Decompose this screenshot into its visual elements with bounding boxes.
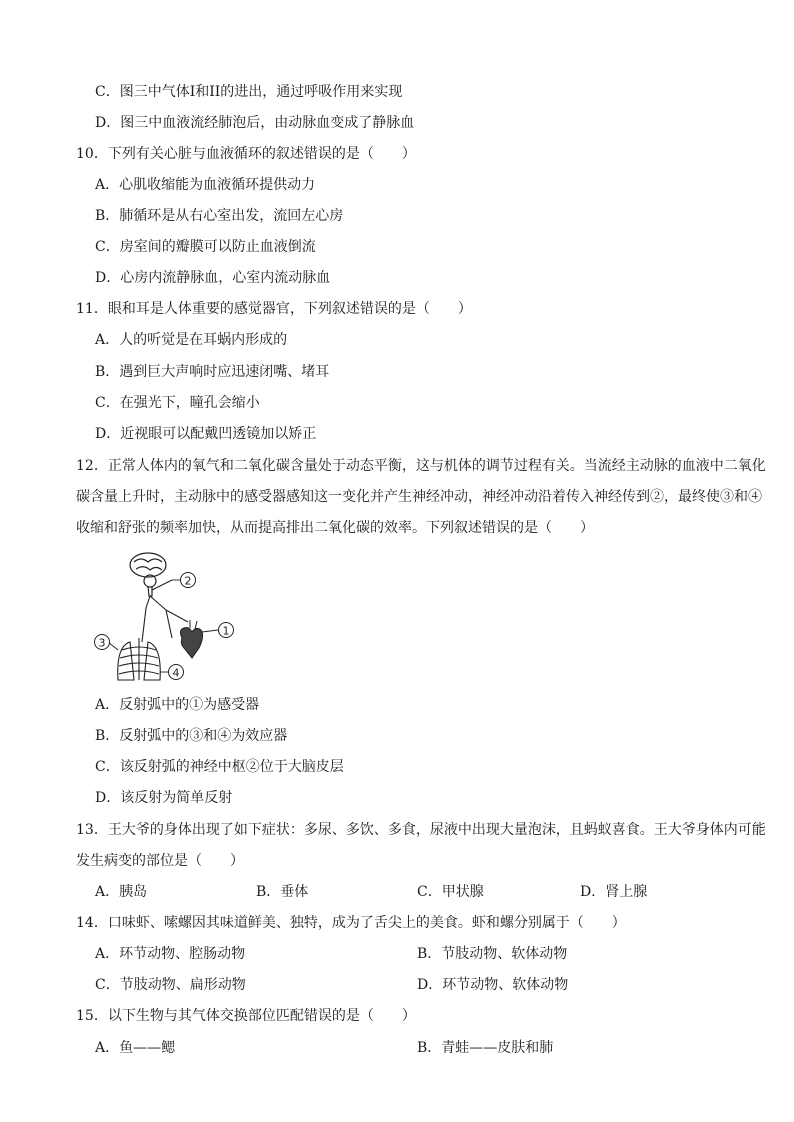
label-3-marker	[95, 635, 110, 650]
q14-option-c: C．节肢动物、扁形动物	[95, 977, 246, 993]
q9-option-d: D．图三中血液流经肺泡后，由动脉血变成了静脉血	[95, 115, 415, 131]
q10-option-a: A．心肌收缩能为血液循环提供动力	[95, 177, 316, 193]
svg-text:2: 2	[184, 574, 192, 588]
q12-option-c: C．该反射弧的神经中枢②位于大脑皮层	[95, 759, 344, 775]
q14-option-a: A．环节动物、腔肠动物	[95, 946, 246, 962]
q10-option-c: C．房室间的瓣膜可以防止血液倒流	[95, 239, 316, 255]
svg-text:4: 4	[172, 666, 180, 680]
reflex-arc-figure	[86, 550, 246, 685]
svg-text:3: 3	[98, 636, 106, 650]
lungs-ribcage-icon	[118, 638, 161, 680]
q13-option-d: D．肾上腺	[580, 884, 648, 900]
label-4-marker	[169, 665, 184, 680]
q13-option-b: B．垂体	[256, 884, 309, 900]
q14-option-d: D．环节动物、软体动物	[417, 977, 569, 993]
brain-icon	[130, 553, 166, 596]
question-15-stem: 15．以下生物与其气体交换部位匹配错误的是（ ）	[76, 1008, 416, 1024]
q11-option-a: A．人的听觉是在耳蜗内形成的	[95, 332, 288, 348]
q13-option-c: C．甲状腺	[417, 884, 484, 900]
label-2-marker	[181, 573, 196, 588]
q12-option-a: A．反射弧中的①为感受器	[95, 697, 260, 713]
svg-text:1: 1	[222, 624, 230, 638]
q10-option-d: D．心房内流静脉血，心室内流动脉血	[95, 270, 331, 286]
q13-option-a: A．胰岛	[95, 884, 148, 900]
q11-option-b: B．遇到巨大声响时应迅速闭嘴、堵耳	[95, 364, 330, 380]
question-10-stem: 10．下列有关心脏与血液循环的叙述错误的是（ ）	[76, 146, 416, 162]
q15-option-b: B．青蛙——皮肤和肺	[417, 1040, 554, 1056]
question-11-stem: 11．眼和耳是人体重要的感觉器官，下列叙述错误的是（ ）	[76, 301, 472, 317]
q12-option-b: B．反射弧中的③和④为效应器	[95, 728, 288, 744]
q10-option-b: B．肺循环是从右心室出发，流回左心房	[95, 208, 344, 224]
question-12-stem: 12．正常人体内的氧气和二氧化碳含量处于动态平衡，这与机体的调节过程有关。当流经主动脉的血液中二氧化碳含量上升时，主动脉中的感受器感知这一变化并产生神经冲动，神经冲动沿着传入神经传到②，最终使③和④收缩和舒张的频率加快，从而提高排出二氧化碳的效率。下列叙述错误的是（ ）	[76, 458, 766, 536]
question-13-stem: 13．王大爷的身体出现了如下症状：多尿、多饮、多食，尿液中出现大量泡沫，且蚂蚁喜食。王大爷身体内可能发生病变的部位是（ ）	[76, 822, 766, 869]
question-14-stem: 14．口味虾、嗦螺因其味道鲜美、独特，成为了舌尖上的美食。虾和螺分别属于（ ）	[76, 915, 626, 931]
q11-option-c: C．在强光下，瞳孔会缩小	[95, 395, 260, 411]
label-1-marker	[219, 623, 234, 638]
heart-icon	[180, 620, 202, 658]
q9-option-c: C．图三中气体I和II的进出，通过呼吸作用来实现	[95, 84, 403, 100]
q15-option-a: A．鱼——鳃	[95, 1040, 176, 1056]
label-leader-lines	[108, 580, 218, 672]
q11-option-d: D．近视眼可以配戴凹透镜加以矫正	[95, 426, 317, 442]
q14-option-b: B．节肢动物、软体动物	[417, 946, 568, 962]
q12-option-d: D．该反射为简单反射	[95, 790, 233, 806]
